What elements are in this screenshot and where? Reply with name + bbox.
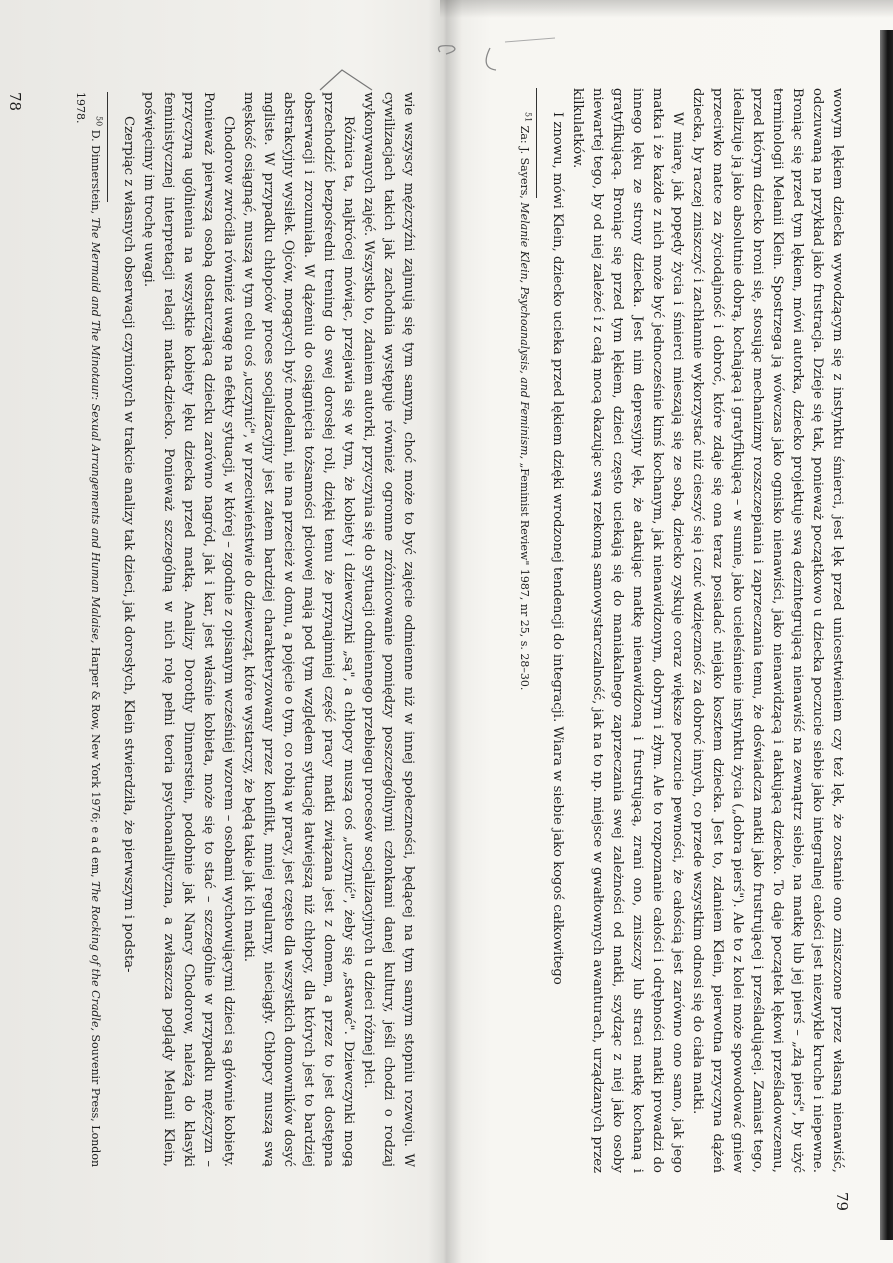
paragraph: wowym lękiem dziecka wywodzącym się z instynktu śmierci, jest lęk przed unicestwieniem czy też lęk, że zostanie ono zniszczone przez własną nienawiść, odczuwaną na przykład jako frustracja. Dzieje się tak, ponieważ początkowo u dziecka poczucie siebie jako integralnej całości jest niezwykle kruche i niepewne. Broniąc się przed tym lękiem, mówi autorka, dziecko projektuje swą dezintegrującą nienawiść na zewnątrz siebie, na matkę lub jej pierś – „złą pierś", by użyć terminologii Melanii Klein. Spostrzega ją wówczas jako ognisko nienawiści, jako nienawidzącą i atakującą dziecko. To daje początek lękowi prześladowczemu, przed którym dziecko broni się, stosując mechanizmy rozszczepiania i zaprzeczania temu, że doświadcza matki jako frustrującej i prześladującej. Zamiast tego, idealizuje ją jako absolutnie dobrą, kochającą i gratyfikującą – w sumie, jako ucieleśnienie instynktu życia („dobra pierś"). Ale to z kolei może spowodować gniew przeciwko matce za życiodajność i dobroć, które zdaje się ona teraz posiadać niejako kosztem dziecka. Jest to, zdaniem Klein, pierwotna przyczyna dążeń dziecka, by raczej zniszczyć i zachłannie wykorzystać niż cieszyć się i czuć wdzięczność za dobroć innych, co przede wszystkim odnosi się do ciała matki. [690,88,845,1173]
paragraph: I znowu, mówi Klein, dziecko ucieka przed lękiem dzięki wrodzonej tendencji do integracji. Wiara w siebie jako kogoś całkowitego [550,112,565,985]
footnote-publisher-2: Souvenir Press, London 1978. [74,92,102,1168]
paragraph: Chodorow zwróciła również uwagę na efekty sytuacji, w której – zgodnie z opisanym wcześniej wzorem – osobami wychowującymi dzieci są głównie kobiety. Ponieważ pierwszą osobą dostarczającą dziecku zarówno nagród, jak i kar, jest właśnie kobieta, może się to stać – szczególnie w przypadku mężczyzn – przyczyną ugólnienia na wszystkie kobiety lęku dziecka przed matką. Analizy Dorothy Dinnerstein, podobnie jak Nancy Chodorow, należą do klasyki feministycznej interpretacji relacji matka-dziecko. Ponieważ szczególną w nich rolę pełni teoria psychoanalityczna, a zwłaszcza poglądy Melanii Klein, poświęcimy im trochę uwagi. [141,92,236,1167]
footnote-author: Za: J. Sayers, [518,125,531,199]
left-page [13,92,418,1167]
footnote [517,88,532,1173]
paragraph: W miarę, jak popędy życia i śmierci mieszają się ze sobą, dziecko zyskuje coraz większe poczucie pewności, że całością jest zarówno ono samo, jak jego matka i że każde z nich może być jednocześnie kimś kochanym, jak nienawidzonym, dobrym i złym. Ale to rozpoznanie całości i odrębności matki prowadzi do innego lęku ze strony dziecka. Jest nim depresyjny lęk, że atakując matkę nienawidzoną i frustrującą, zrani ono, zniszczy lub straci matkę kochaną i gratyfikującą. Broniąc się przed tym lękiem, dzieci często uciekają się do maniakalnego zaprzeczania swej zależności od matki, szydząc z niej jako osoby niewartej tego, by od niej zależeć i z całą mocą okazując swą rzekomą samowystarczalność, jak na to np. miejsce w gwałtownych awanturach, urządzanych przez kilkulatków. [570,88,685,1173]
footnote-title: The Mermaid and The Minotaur: Sexual Arrangements and Human Malaise, [89,217,102,644]
footnote-title: Melanie Klein, Psychoanalysis, and Feminism, [518,202,531,460]
footnote-author: D. Dinnerstein, [89,129,102,215]
footnote-title-2: The Rocking of the Cradle, [89,881,102,1031]
paragraph: Różnica ta, najkrócej mówiąc, przejawia się w tym, że kobiety i dziewczynki „są", a chłopcy muszą coś „uczynić", żeby się „stawać". Dziewczynki mogą przechodzić bezpośredni trening do swej dorosłej roli, dzięki temu że przynajmniej część pracy matki związana jest z domem, a przez to jest dostępna obserwacji i zrozumiała. W dążeniu do osiągnięcia tożsamości płciowej mają pod tym względem sytuację łatwiejszą niż chłopcy, dla których jest to bardziej abstrakcyjny wysiłek. Ojców, mogących być modelami, nie ma przecież w domu, a pojęcie o tym, co robią w pracy, jest często dla wszystkich domowników dosyć mgliste. W przypadku chłopców proces socjalizacyjny jest zatem bardziej charakteryzowany przez konflikt, mniej regularny, nieciągły. Chłopcy muszą swą męskość osiągnąć, muszą w tym celu coś „uczynić", w przeciwieństwie do dziewcząt, które wystarczy, że będą takie jak ich matki. [241,92,356,1167]
footnote-publisher: Harper & Row, New York 1976; e a d em, [89,646,102,878]
page-top-shadow [440,0,893,18]
footnote-rule [536,88,537,198]
footnote [73,92,103,1167]
paragraph: Czerpiąc z własnych obserwacji czynionych w trakcie analizy tak dzieci, jak dorosłych, Klein stwierdziła, że pierwszym i podsta- [121,116,136,973]
footnote-marker: 51 [523,112,533,123]
right-page [377,88,847,1173]
footnote-rule [107,92,108,202]
paragraph: wie wszyscy mężczyźni zajmują się tym samym, choć może to być zajęcie odmienne niż w innej społeczności, będącej na tym samym stopniu rozwoju. W cywilizacjach takich jak zachodnia występuje również ogromne zróżnicowanie pomiędzy poszczególnymi członkami danej kultury, jeśli chodzi o rodzaj wykonywanych zajęć. Wszystko to, zdaniem autorki, przyczynia się do sytuacji odmiennego przebiegu procesów socjalizacyjnych u dzieci różnej płci. [361,92,416,1167]
scan-edge-border [880,30,893,1240]
footnote-marker: 50 [94,116,104,127]
footnote-publisher: „Feminist Review" 1987, nr 25, s. 28–30. [518,462,531,691]
page-number-right: 79 [833,1192,851,1212]
page-number-left: 78 [6,92,24,112]
